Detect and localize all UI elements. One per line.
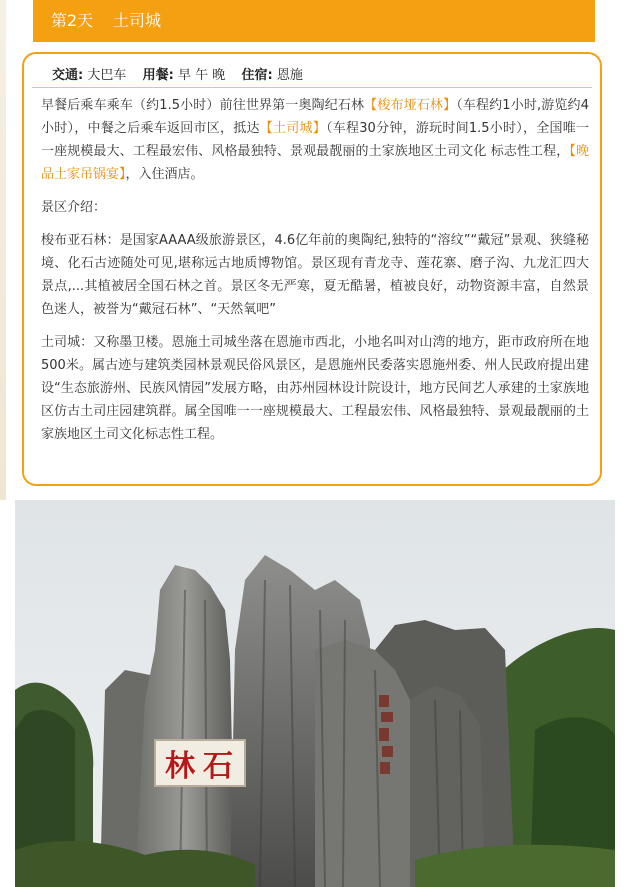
meta-row xyxy=(52,64,303,83)
intro-label: 景区介绍： xyxy=(41,200,107,215)
itinerary-text-4: ，入住酒店。 xyxy=(125,167,204,182)
stay-label: 住宿: xyxy=(241,68,273,83)
day-title: 土司城 xyxy=(113,11,162,30)
meals-label: 用餐: xyxy=(142,68,174,83)
intro-tusi-paragraph: 土司城：又称墨卫楼。恩施土司城坐落在恩施市西北，小地名叫对山湾的地方，距市政府所在地500米。属古迹与建筑类园林景观民俗风景区，是恩施州民委落实恩施州委、州人民政府提出建设“生态旅游州、民族风情园”发展方略，由苏州园林设计院设计，地方民间艺人承建的土家族地区仿古土司庄园建筑群。属全国唯一一座规模最大、工程最宏伟、风格最独特、景观最靓丽的土家族地区土司文化标志性工程。 xyxy=(41,335,589,442)
sign-char-1: 林 xyxy=(165,749,195,784)
highlight-shibu-forest[interactable]: 【梭布垭石林】 xyxy=(364,98,457,113)
itinerary-text-3: （车程30分钟，游玩时间1.5小时），全国唯一一座规模最大、工程最宏伟、风格最独特、景观最靓丽的土家族地区土司文化 标志性工程， xyxy=(41,121,589,159)
transport-label: 交通: xyxy=(52,68,84,83)
intro-shibu-paragraph: 梭布亚石林：是国家AAAA级旅游景区，4.6亿年前的奥陶纪,独特的“溶纹”“戴冠”景观、狭缝秘境、化石古迹随处可见,堪称远古地质博物馆。景区现有青龙寺、莲花寨、磨子沟、九龙汇四大景点,...其植被居全国石林之首。景区冬无严寒，夏无酷暑，植被良好，动物资源丰富，自然景色迷人，被誉为“戴冠石林”、“天然氧吧” xyxy=(41,233,589,317)
itinerary-paragraph xyxy=(41,94,589,186)
left-decor-strip xyxy=(0,0,6,500)
stay-value: 恩施 xyxy=(276,68,303,83)
stone-forest-photo xyxy=(15,500,615,887)
itinerary-panel xyxy=(22,52,602,486)
meals-value: 早 午 晚 xyxy=(177,68,226,83)
meta-divider xyxy=(32,87,592,88)
day-header-bar xyxy=(33,0,595,42)
day-number: 第2天 xyxy=(51,11,94,30)
itinerary-text-2: （车程约1小时,游览约4小时），中餐之后乘车返回市区，抵达 xyxy=(41,98,589,136)
highlight-dinner-banquet[interactable]: 【晚品土家吊锅宴】 xyxy=(41,144,589,182)
highlight-tusi-city[interactable]: 【土司城】 xyxy=(259,121,327,136)
itinerary-text-1: 早餐后乘车乘车（约1.5小时）前往世界第一奥陶纪石林 xyxy=(41,98,365,113)
transport-value: 大巴车 xyxy=(87,68,127,83)
itinerary-content xyxy=(41,94,589,456)
sign-char-2: 石 xyxy=(203,749,233,784)
